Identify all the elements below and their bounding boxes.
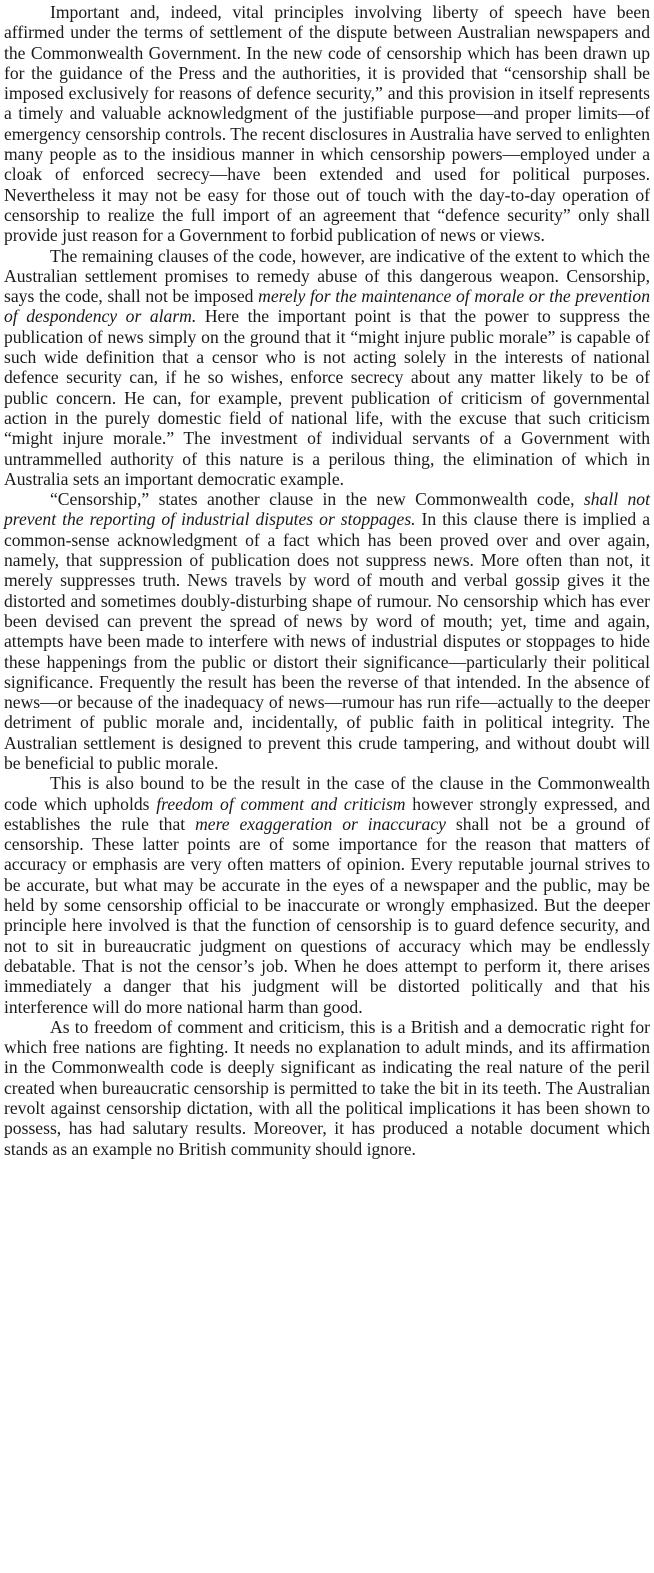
text-run: As to freedom of comment and criticism, this is a British and a democratic right for which free nations are fighting. It needs no explanation to adult minds, and its affirmation in the Commonwealth code is deeply significant as indicating the real nature of the peril created when bureaucratic censorship is permitted to take the bit in its teeth. The Australian revolt against censorship dictation, with all the political implications it has been shown to possess, has had salutary results. Moreover, it has produced a notable document which stands as an example no British community should ignore. bbox=[4, 1016, 650, 1159]
paragraph-3 bbox=[4, 489, 650, 773]
italic-quote: freedom of comment and criticism bbox=[156, 793, 406, 814]
paragraph-1 bbox=[4, 2, 650, 246]
text-run: In this clause there is implied a common-sense acknowledgment of a fact which has been proved over and over again, namely, that suppression of publication does not suppress news. More often than not, it merely suppresses truth. News travels by word of mouth and verbal gossip gives it the distorted and sometimes doubly-disturbing shape of rumour. No censorship which has ever been devised can prevent the spread of news by word of mouth; yet, time and again, attempts have been made to interfere with news of industrial disputes or stoppages to hide these happenings from the public or distort their significance—particularly their political significance. Frequently the result has been the reverse of that intended. In the absence of news—or because of the inadequacy of news—rumour has run rife—actually to the deeper detriment of public morale and, incidentally, of public faith in political integrity. The Australian settlement is designed to prevent this crude tampering, and without doubt will be beneficial to public morale. bbox=[4, 509, 650, 773]
article-body bbox=[4, 2, 650, 1159]
text-run: The remaining clauses of the code, however, are indicative of the extent to which the Australian settlement promises to remedy abuse of this dangerous weapon. Censorship, says the code, shall not be imposed bbox=[4, 245, 650, 307]
paragraph-4 bbox=[4, 773, 650, 1017]
italic-quote: mere exaggeration or inaccuracy bbox=[195, 813, 446, 834]
text-run: shall not be a ground of censorship. These latter points are of some importance for the reason that matters of accuracy or emphasis are very often matters of opinion. Every reputable journal strives to be accurate, but what may be accurate in the eyes of a newspaper and the public, may be held by some censorship official to be inaccurate or wrongly emphasized. But the deeper principle here involved is that the function of censorship is to guard defence security, and not to sit in bureaucratic judgment on questions of accuracy which may be endlessly debatable. That is not the censor’s job. When he does attempt to perform it, there arises immediately a danger that his judgment will be distorted politically and that his interference will do more national harm than good. bbox=[4, 813, 650, 1017]
text-run: Here the important point is that the power to suppress the publication of news simply on the ground that it “might injure public morale” is capable of such wide definition that a censor who is not acting solely in the interests of national defence security can, if he so wishes, enforce secrecy about any matter likely to be of public concern. He can, for example, prevent publication of criticism of governmental action in the purely domestic field of national life, with the excuse that such criticism “might injure morale.” The investment of individual servants of a Government with untrammelled authority of this nature is a perilous thing, the elimination of which in Australia sets an important democratic example. bbox=[4, 306, 650, 489]
text-run: Important and, indeed, vital principles involving liberty of speech have been affirmed under the terms of settlement of the dispute between Australian newspapers and the Commonwealth Government. In the new code of censorship which has been drawn up for the guidance of the Press and the authorities, it is provided that “censorship shall be imposed exclusively for reasons of defence security,” and this provision in itself represents a timely and valuable acknowledgment of the justifiable purpose—and proper limits—of emergency censorship controls. The recent disclosures in Australia have served to enlighten many people as to the insidious manner in which censorship powers—employed under a cloak of enforced secrecy—have been extended and used for political purposes. Nevertheless it may not be easy for those out of touch with the day-to-day operation of censorship to realize the full import of an agreement that “defence security” only shall provide just reason for a Government to forbid publication of news or views. bbox=[4, 2, 650, 246]
italic-quote: merely for the maintenance of morale or the prevention of despondency or alarm. bbox=[4, 286, 650, 327]
text-run: “Censorship,” states another clause in the new Commonwealth code, bbox=[50, 489, 584, 510]
paragraph-2 bbox=[4, 246, 650, 490]
paragraph-5 bbox=[4, 1017, 650, 1159]
italic-quote: shall not prevent the reporting of industrial disputes or stoppages. bbox=[4, 489, 650, 530]
text-run: This is also bound to be the result in the case of the clause in the Commonwealth code which upholds bbox=[4, 773, 650, 814]
text-run: however strongly expressed, and establishes the rule that bbox=[4, 793, 651, 834]
